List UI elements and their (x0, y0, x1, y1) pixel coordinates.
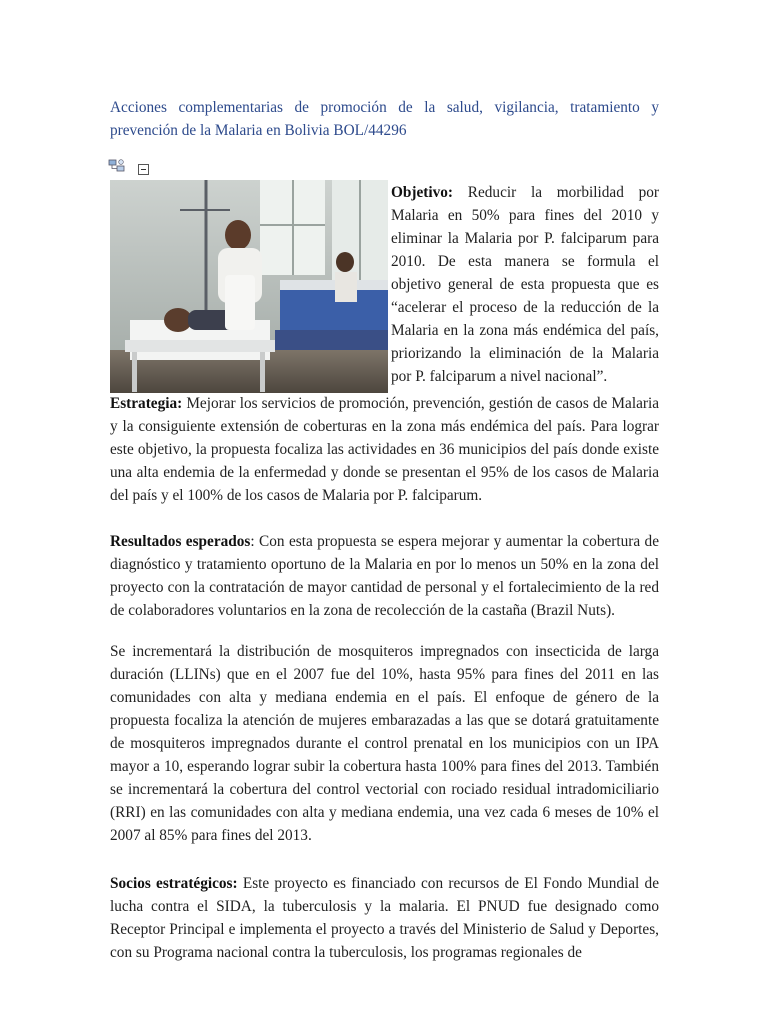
partners-paragraph (110, 872, 659, 964)
partners-text: Este proyecto es financiado con recursos de El Fondo Mundial de lucha contra el SIDA, la tuberculosis y la malaria. El PNUD fue designado como Receptor Principal e implementa el proyecto a través del Ministerio de Salud y Deportes, con su Programa nacional contra la tuberculosis, los programas regionales de (110, 875, 659, 961)
strategy-label: Estrategia: (110, 395, 183, 412)
strategy-paragraph (110, 392, 659, 507)
toolbar-icons (108, 156, 149, 176)
results-text: : Con esta propuesta se espera mejorar y aumentar la cobertura de diagnóstico y tratamiento oportuno de la Malaria en por lo menos un 50% en la zona del proyecto con la contratación de mayor cantidad de personal y el fortalecimiento de la red de colaboradores voluntarios en la zona de recolección de la castaña (Brazil Nuts). (110, 533, 659, 619)
llins-paragraph: Se incrementará la distribución de mosquiteros impregnados con insecticida de larga duración (LLINs) que en el 2007 fue del 10%, hasta 95% para fines del 2011 en las comunidades con alta y mediana endemia en el país. El enfoque de género de la propuesta focaliza la atención de mujeres embarazadas a las que se dotará gratuitamente de mosquiteros impregnados durante el control prenatal en los municipios con un IPA mayor a 10, esperando lograr subir la cobertura hasta 100% para fines del 2013. También se incrementará la cobertura del control vectorial con rociado residual intradomiciliario (RRI) en las comunidades con alta y mediana endemia, una vez cada 6 meses de 10% el 2007 al 85% para fines del 2013. (110, 643, 659, 844)
document-title[interactable]: Acciones complementarias de promoción de la salud, vigilancia, tratamiento y prevención de la Malaria en Bolivia BOL/44296 (110, 99, 659, 139)
strategy-text: Mejorar los servicios de promoción, prevención, gestión de casos de Malaria y la consiguiente extensión de coberturas en la zona más endémica del país. Para lograr este objetivo, la propuesta focaliza las actividades en 36 municipios del país donde existe una alta endemia de la enfermedad y donde se presentan el 95% de los casos de Malaria del país y el 100% de los casos de Malaria por P. falciparum. (110, 395, 659, 504)
objective-text: Reducir la morbilidad por Malaria en 50% para fines del 2010 y eliminar la Malaria por P. falciparum para 2010. De esta manera se formula el objetivo general de esta propuesta que es “acelerar el proceso de la reducción de la Malaria en la zona más endémica del país, priorizando la eliminación de la Malaria por P. falciparum a nivel nacional”. (391, 184, 659, 385)
objective-label: Objetivo: (391, 184, 454, 201)
hospital-ward-photo (110, 180, 388, 393)
partners-label: Socios estratégicos: (110, 875, 238, 892)
tree-view-icon[interactable] (108, 158, 126, 174)
results-label: Resultados esperados (110, 533, 251, 550)
collapse-icon[interactable] (138, 164, 149, 175)
objective-paragraph (391, 181, 659, 388)
results-paragraph (110, 530, 659, 622)
